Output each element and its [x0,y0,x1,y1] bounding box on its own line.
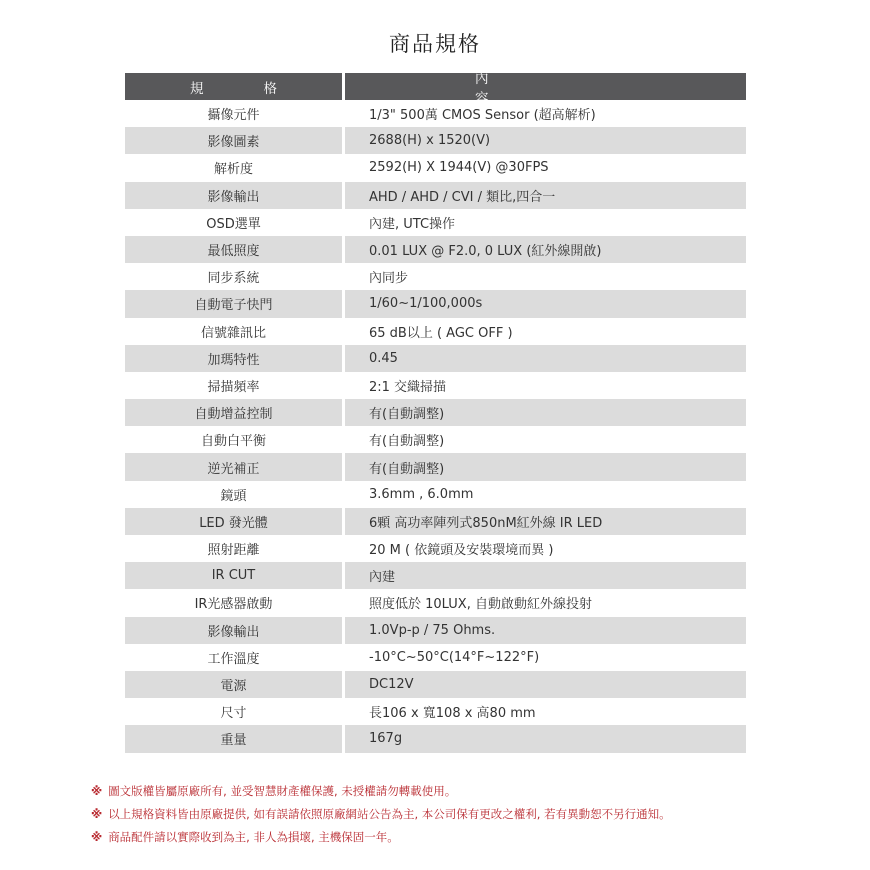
note-item: ※ 商品配件請以實際收到為主, 非人為損壞, 主機保固一年。 [91,830,399,844]
notes [91,780,671,849]
spec-key: 電源 [125,671,342,698]
table-row [125,318,746,345]
spec-key: 同步系統 [207,271,260,287]
spec-key: OSD選單 [206,216,261,232]
spec-key: 加瑪特性 [125,345,342,372]
spec-value: 照度低於 10LUX, 自動啟動紅外線投射 [369,597,592,613]
table-row [125,481,746,508]
spec-value: 1/3" 500萬 CMOS Sensor (超高解析) [369,108,596,124]
note-item: ※ 以上規格資料皆由原廠提供, 如有誤請依照原廠網站公告為主, 本公司保有更改之權利, 若有異動恕不另行通知。 [91,807,671,821]
spec-value: 3.6mm , 6.0mm [369,486,474,502]
table-row [125,263,746,290]
spec-value: 內建, UTC操作 [369,216,456,232]
note-item: ※ 圖文版權皆屬原廠所有, 並受智慧財產權保護, 未授權請勿轉載使用。 [91,784,457,798]
table-row [125,535,746,562]
spec-key: 自動白平衡 [200,434,266,450]
spec-value: 有(自動調整) [345,399,746,426]
spec-key: 解析度 [213,162,253,178]
spec-value: 2592(H) X 1944(V) @30FPS [369,160,549,176]
spec-key: 尺寸 [220,706,247,722]
spec-value: 內建 [345,562,746,589]
spec-value: AHD / AHD / CVI / 類比,四合一 [345,182,746,209]
spec-value: 1/60~1/100,000s [345,290,746,317]
spec-value: 有(自動調整) [345,453,746,480]
spec-key: 逆光補正 [125,453,342,480]
table-row [125,345,746,372]
table-row [125,671,746,698]
table-row [125,372,746,399]
table-row [125,209,746,236]
spec-value: 2688(H) x 1520(V) [345,127,746,154]
spec-value: 有(自動調整) [369,434,445,450]
spec-value: 0.45 [345,345,746,372]
spec-key: 自動電子快門 [125,290,342,317]
spec-key: 攝像元件 [207,108,260,124]
header-value: 內容 [345,73,746,100]
spec-key: 影像圖素 [125,127,342,154]
spec-value: 0.01 LUX @ F2.0, 0 LUX (紅外線開啟) [345,236,746,263]
table-row [125,290,746,317]
table-row [125,617,746,644]
spec-key: 掃描頻率 [207,379,260,395]
spec-value: 65 dB以上 ( AGC OFF ) [369,325,513,341]
table-row [125,426,746,453]
table-header [125,70,746,107]
table-row [125,236,746,263]
spec-value: 2:1 交織掃描 [369,379,447,395]
table-row [125,725,746,752]
spec-key: 照射距離 [207,543,260,559]
spec-value: DC12V [345,671,746,698]
spec-value: 167g [345,725,746,752]
spec-value: 1.0Vp-p / 75 Ohms. [345,617,746,644]
spec-key: 最低照度 [125,236,342,263]
table-row [125,100,746,127]
table-row [125,644,746,671]
spec-key: 自動增益控制 [125,399,342,426]
spec-value: 長106 x 寬108 x 高80 mm [369,706,536,722]
spec-key: 影像輸出 [125,617,342,644]
spec-key: LED 發光體 [125,508,342,535]
spec-key: 工作溫度 [207,651,260,667]
table-row [125,698,746,725]
spec-value: 6顆 高功率陣列式850nM紅外線 IR LED [345,508,746,535]
spec-key: IR CUT [125,562,342,589]
table-row [125,127,746,154]
spec-key: 重量 [125,725,342,752]
spec-key: 影像輸出 [125,182,342,209]
spec-table [125,70,746,753]
header-key: 規格 [125,73,342,100]
spec-key: 信號雜訊比 [200,325,266,341]
table-row [125,154,746,181]
spec-key: IR光感器啟動 [194,597,273,613]
table-row [125,399,746,426]
table-row [125,453,746,480]
table-row [125,508,746,535]
spec-value: -10°C~50°C(14°F~122°F) [369,649,540,665]
page-title: 商品規格 [389,32,481,56]
table-row [125,182,746,209]
table-row [125,562,746,589]
table-row [125,589,746,616]
spec-value: 內同步 [369,271,409,287]
spec-value: 20 M ( 依鏡頭及安裝環境而異 ) [369,543,554,559]
spec-key: 鏡頭 [220,488,247,504]
